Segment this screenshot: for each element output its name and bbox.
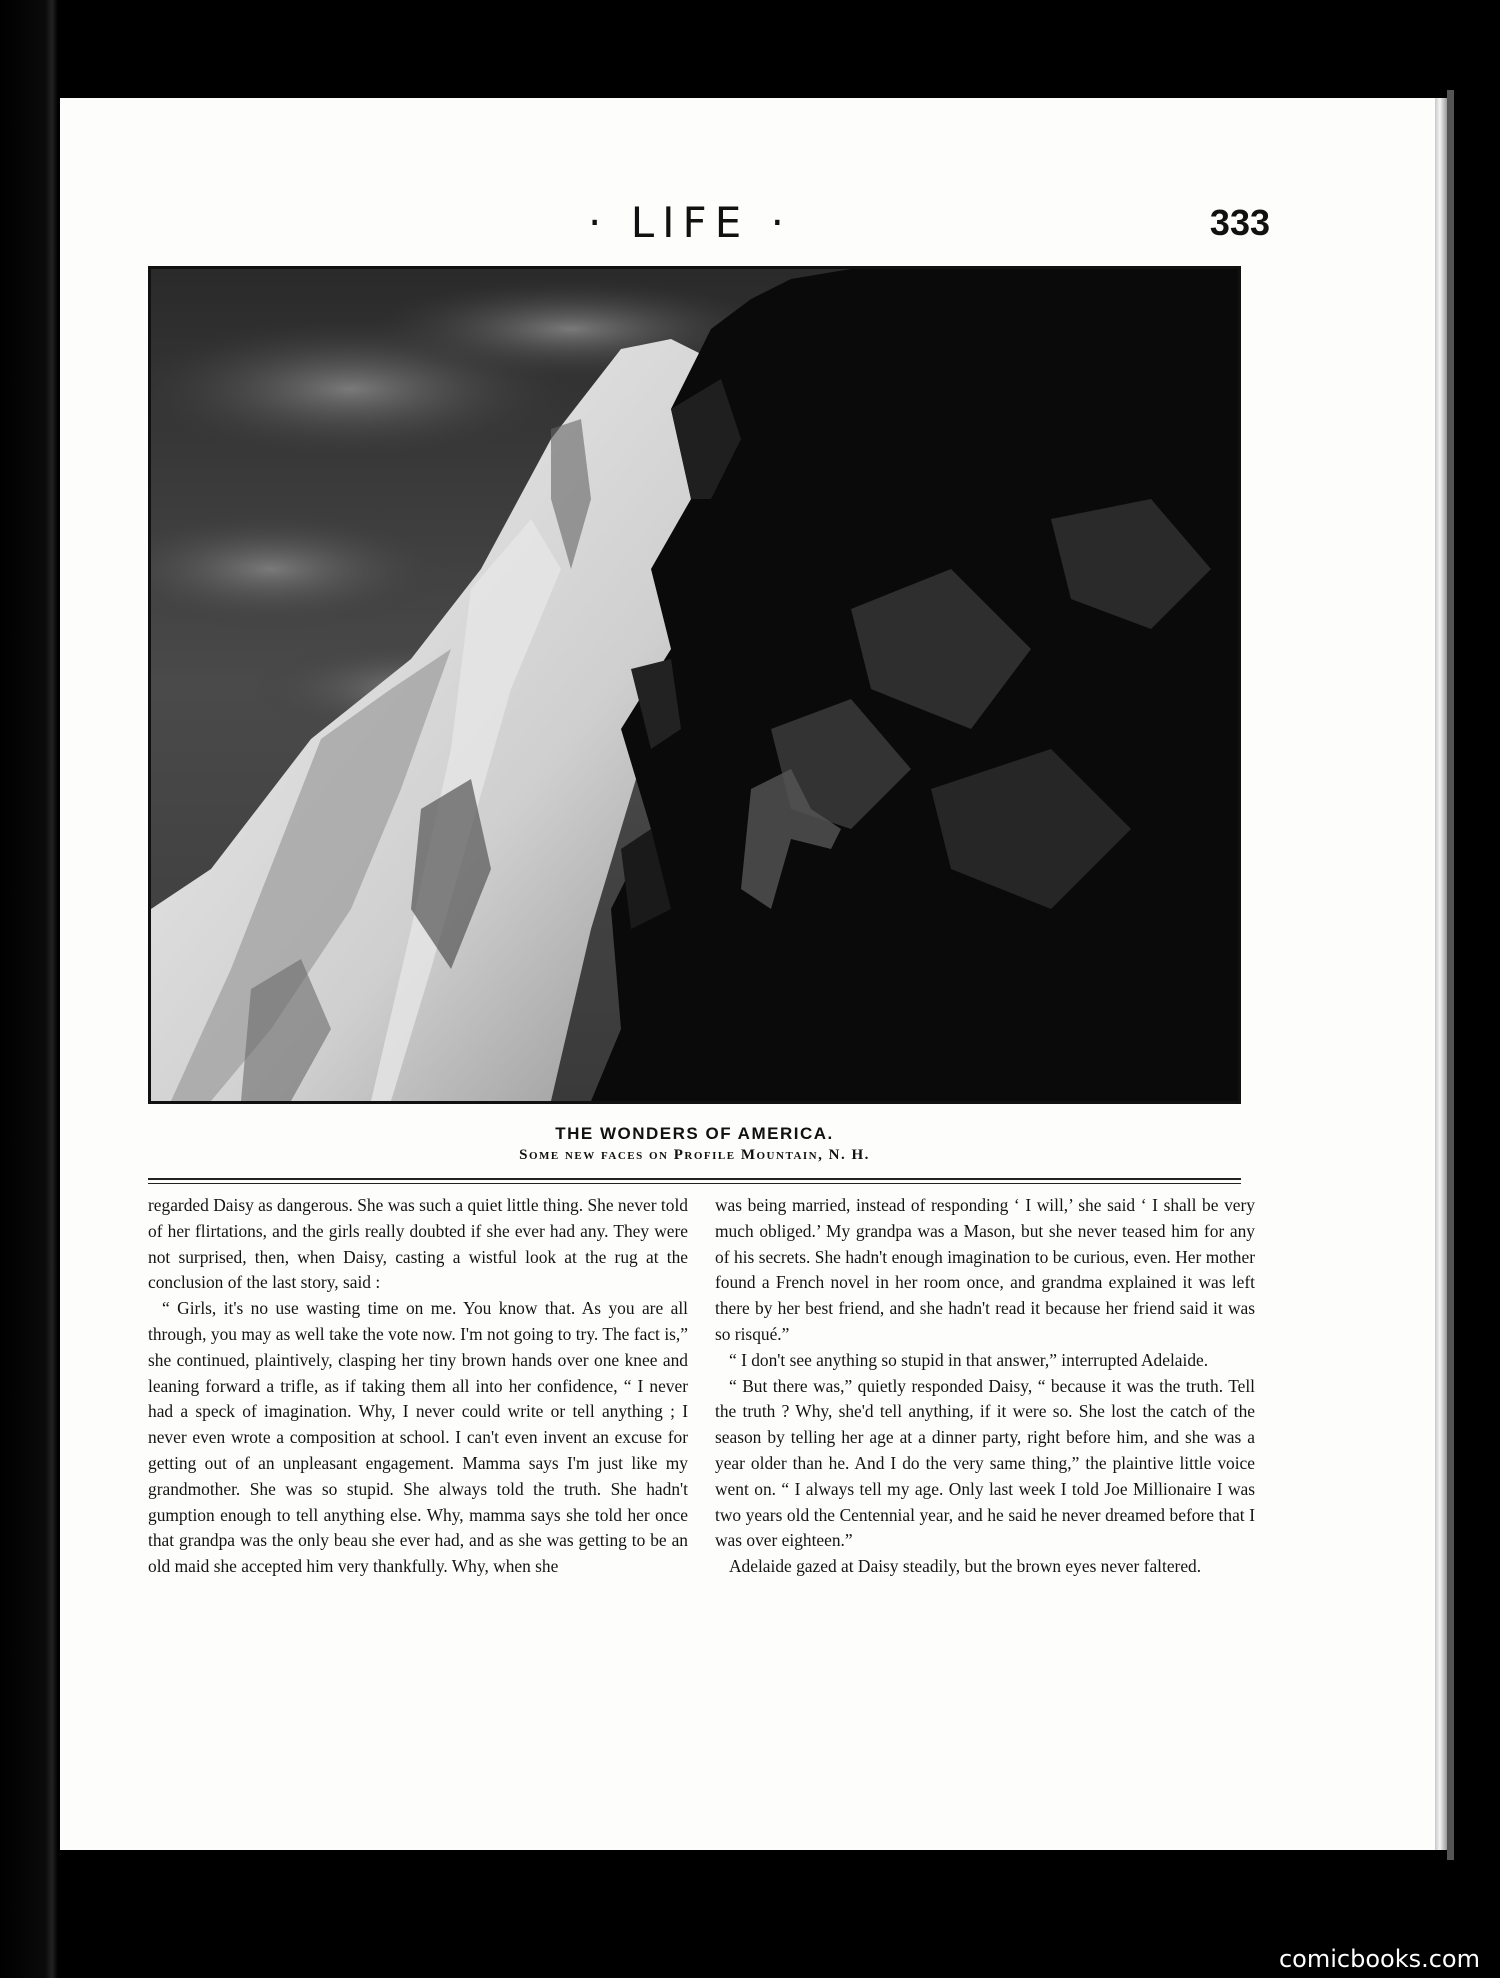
text-column-right xyxy=(715,1193,1255,1580)
divider-rule xyxy=(148,1178,1241,1180)
divider-rule-thin xyxy=(148,1183,1241,1184)
text-column-left xyxy=(148,1193,688,1580)
paragraph: “ I don't see anything so stupid in that answer,” interrupted Adelaide. xyxy=(729,1349,1209,1370)
page-edge xyxy=(1435,98,1447,1850)
paragraph: “ Girls, it's no use wasting time on me. You know that. As you are all through, you may as well take the vote now. I'm not going to try. The fact is,” she continued, plaintively, clasping her tiny brown hands over one knee and leaning forward a trifle, as if taking them all into her confidence, “ I never had a speck of imagination. Why, I never could write or tell anything ; I never even wrote a composition at school. I can't even invent an excuse for getting out of an unpleasant engagement. Mamma says I'm just like my grandmother. She was so stupid. She always told the truth. She hadn't gumption enough to tell anything else. Why, mamma says she told her once that grandpa was the only beau she ever had, and as she was getting to be an old maid she accepted him very thankfully. Why, when she xyxy=(148,1298,688,1577)
paragraph: Adelaide gazed at Daisy steadily, but the brown eyes never faltered. xyxy=(729,1556,1202,1577)
magazine-title: · LIFE · xyxy=(588,198,792,247)
paragraph: regarded Daisy as dangerous. She was such a quiet little thing. She never told of her flirtations, and the girls really doubted if she ever had any. They were not surprised, then, when Daisy, casting a wistful look at the rug at the conclusion of the last story, said : xyxy=(148,1195,688,1293)
caption-title: THE WONDERS OF AMERICA. xyxy=(555,1124,834,1143)
mountain-illustration xyxy=(148,266,1241,1104)
binding-spine xyxy=(0,0,60,1978)
mountain-peak-image xyxy=(151,269,1238,1101)
caption-subtitle: Some new faces on Profile Mountain, N. H. xyxy=(519,1147,870,1163)
site-watermark: comicbooks.com xyxy=(1278,1945,1480,1973)
paragraph: was being married, instead of responding ‘ I will,’ she said ‘ I shall be very much obliged.’ My grandpa was a Mason, but she never teased him for any of his secrets. She hadn't enough imagination to be curious, even. Her mother found a French novel in her room once, and grandma explained it was left there by her best friend, and she hadn't read it because her friend said it was so risqué.” xyxy=(715,1195,1255,1344)
paragraph: “ But there was,” quietly responded Daisy, “ because it was the truth. Tell the truth ? Why, she'd tell anything, if it were so. She lost the catch of the season by telling her age at a dinner party, right before him, and she was a year older than he. And I do the very same thing,” the plaintive little voice went on. “ I always tell my age. Only last week I told Joe Millionaire I was two years old the Centennial year, and he said he never dreamed before that I was over eighteen.” xyxy=(715,1375,1255,1551)
page-edge-shadow xyxy=(1447,90,1454,1860)
page-number: 333 xyxy=(1209,202,1270,243)
